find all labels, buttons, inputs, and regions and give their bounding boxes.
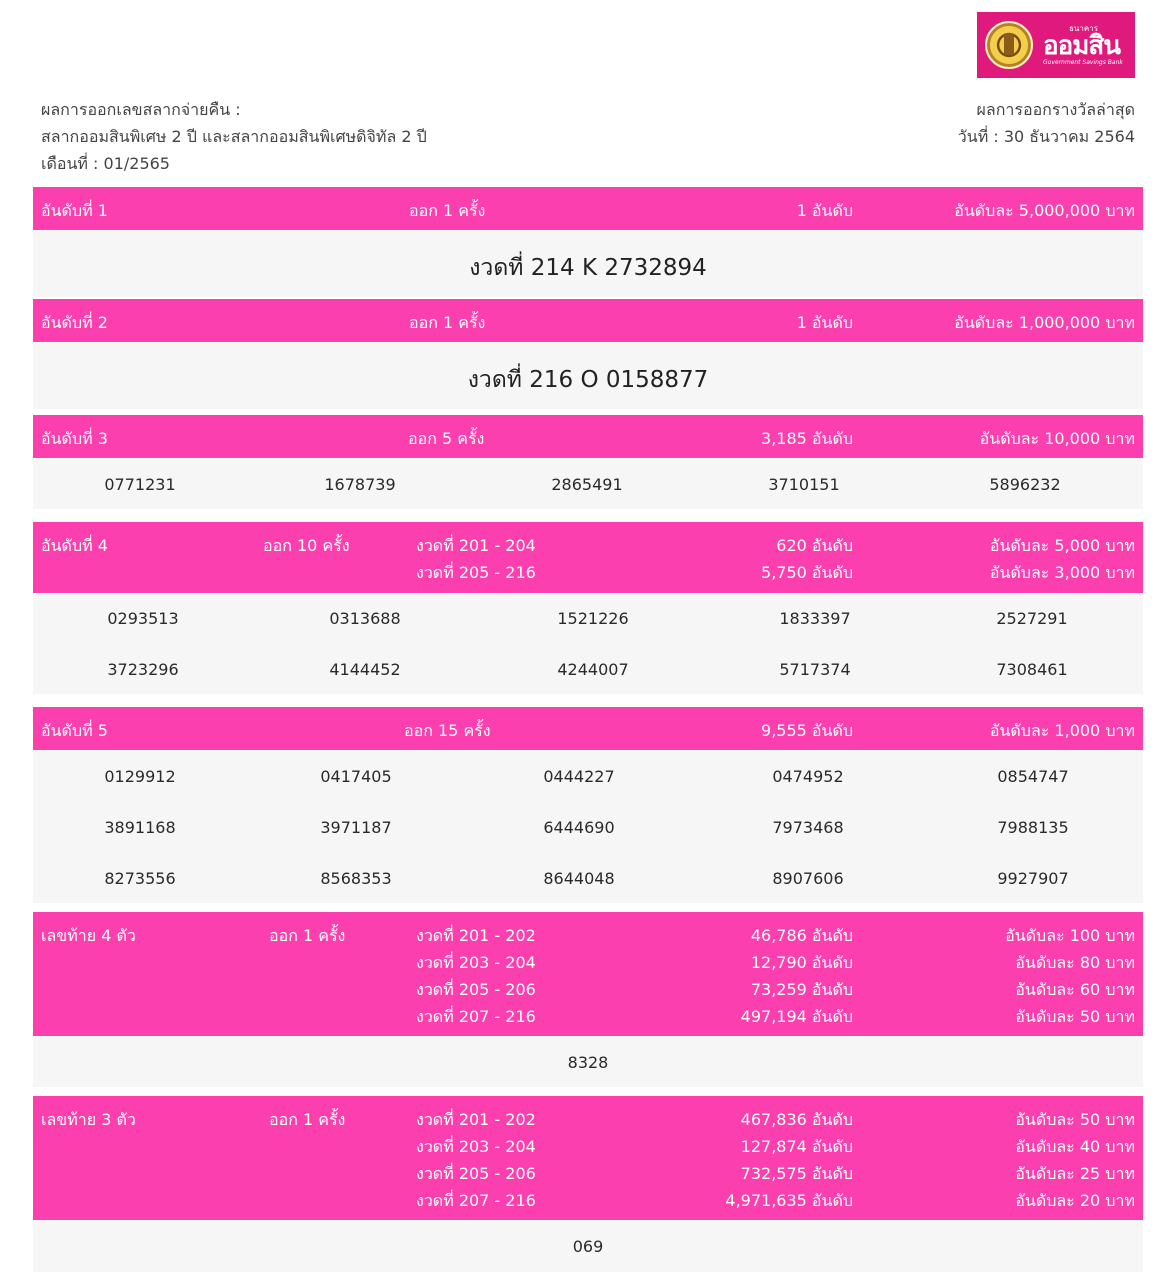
winning-number: 3723296 (107, 660, 179, 679)
winning-number: 6444690 (543, 818, 615, 837)
winning-number: 8644048 (543, 869, 615, 888)
prize-times: ออก 10 ครั้ง (263, 536, 350, 555)
prize-name: อันดับที่ 4 (41, 536, 108, 555)
prize-count: 732,575 อันดับ (740, 1164, 853, 1183)
winning-number: 1678739 (324, 475, 396, 494)
logo-text (1043, 25, 1123, 66)
prize-count: 9,555 อันดับ (761, 721, 853, 740)
prize-count: 73,259 อันดับ (750, 980, 853, 999)
prize-name: เลขท้าย 3 ตัว (41, 1110, 136, 1129)
winning-number: 0854747 (997, 767, 1069, 786)
prize-amount: อันดับละ 25 บาท (1015, 1164, 1135, 1183)
winning-number: 5717374 (779, 660, 851, 679)
prize-period: งวดที่ 205 - 206 (416, 980, 536, 999)
prize-period: งวดที่ 203 - 204 (416, 953, 536, 972)
winning-number: 0771231 (104, 475, 176, 494)
prize-amount: อันดับละ 80 บาท (1015, 953, 1135, 972)
winning-number: 7988135 (997, 818, 1069, 837)
prize5-body (33, 751, 1143, 903)
prize-count: 12,790 อันดับ (750, 953, 853, 972)
prize-amount: อันดับละ 1,000 บาท (989, 721, 1135, 740)
prize-name: อันดับที่ 3 (41, 429, 108, 448)
winning-number: 0313688 (329, 609, 401, 628)
prize-amount: อันดับละ 100 บาท (1005, 926, 1135, 945)
winning-number: 3710151 (768, 475, 840, 494)
winning-number: 8907606 (772, 869, 844, 888)
winning-number: 4144452 (329, 660, 401, 679)
prize-times: ออก 15 ครั้ง (404, 721, 491, 740)
prize-amount: อันดับละ 5,000,000 บาท (954, 201, 1135, 220)
winning-number: 8328 (567, 1053, 609, 1072)
prize-amount: อันดับละ 1,000,000 บาท (954, 313, 1135, 332)
prize-period: งวดที่ 201 - 204 (416, 536, 536, 555)
winning-number: 1521226 (557, 609, 629, 628)
prize-count: 5,750 อันดับ (761, 563, 853, 582)
prize-count: 127,874 อันดับ (740, 1137, 853, 1156)
draw-info-month: เดือนที่ : 01/2565 (41, 154, 170, 173)
prize-period: งวดที่ 205 - 206 (416, 1164, 536, 1183)
prize-name: อันดับที่ 5 (41, 721, 108, 740)
prize4-body (33, 594, 1143, 694)
winning-number: 1833397 (779, 609, 851, 628)
prize1-result: งวดที่ 214 K 2732894 (469, 255, 707, 281)
prize-period: งวดที่ 207 - 216 (416, 1191, 536, 1210)
winning-number: 0417405 (320, 767, 392, 786)
winning-number: 069 (572, 1237, 604, 1256)
prize5-header (33, 707, 1143, 750)
prize-times: ออก 1 ครั้ง (269, 926, 346, 945)
winning-number: 0293513 (107, 609, 179, 628)
prize-times: ออก 1 ครั้ง (269, 1110, 346, 1129)
prize-amount: อันดับละ 20 บาท (1015, 1191, 1135, 1210)
winning-number: 8273556 (104, 869, 176, 888)
prize-amount: อันดับละ 3,000 บาท (989, 563, 1135, 582)
prize-amount: อันดับละ 5,000 บาท (989, 536, 1135, 555)
winning-number: 0444227 (543, 767, 615, 786)
winning-number: 3891168 (104, 818, 176, 837)
prize3-header (33, 415, 1143, 458)
last3-header (33, 1096, 1143, 1220)
draw-info-title: ผลการออกเลขสลากจ่ายคืน : (41, 100, 241, 119)
prize-count: 1 อันดับ (796, 313, 853, 332)
prize-name: อันดับที่ 2 (41, 313, 108, 332)
draw-info (41, 96, 427, 177)
logo-english-text: Government Savings Bank (1043, 58, 1123, 66)
prize-amount: อันดับละ 50 บาท (1015, 1110, 1135, 1129)
winning-number: 3971187 (320, 818, 392, 837)
prize-count: 3,185 อันดับ (761, 429, 853, 448)
gsb-logo[interactable] (977, 12, 1135, 78)
prize-count: 1 อันดับ (796, 201, 853, 220)
prize-name: เลขท้าย 4 ตัว (41, 926, 136, 945)
logo-small-text: ธนาคาร (1069, 23, 1098, 33)
prize2-result: งวดที่ 216 O 0158877 (467, 367, 709, 393)
prize2-header (33, 299, 1143, 342)
winning-number: 7308461 (996, 660, 1068, 679)
latest-result-date: วันที่ : 30 ธันวาคม 2564 (957, 127, 1135, 146)
logo-main-text: ออมสิน (1043, 30, 1121, 61)
prize-name: อันดับที่ 1 (41, 201, 108, 220)
prize-period: งวดที่ 205 - 216 (416, 563, 536, 582)
prize1-header (33, 187, 1143, 230)
winning-number: 2865491 (551, 475, 623, 494)
prize-period: งวดที่ 201 - 202 (416, 1110, 536, 1129)
winning-number: 9927907 (997, 869, 1069, 888)
latest-result-title: ผลการออกรางวัลล่าสุด (976, 100, 1135, 119)
last3-body (33, 1221, 1143, 1272)
prize4-header (33, 522, 1143, 593)
prize-amount: อันดับละ 10,000 บาท (979, 429, 1135, 448)
prize-count: 4,971,635 อันดับ (725, 1191, 853, 1210)
prize-times: ออก 1 ครั้ง (409, 201, 486, 220)
prize3-body (33, 459, 1143, 509)
prize-count: 620 อันดับ (776, 536, 853, 555)
prize-period: งวดที่ 203 - 204 (416, 1137, 536, 1156)
prize1-body (33, 231, 1143, 297)
winning-number: 2527291 (996, 609, 1068, 628)
bank-seal-icon (985, 21, 1033, 69)
winning-number: 0474952 (772, 767, 844, 786)
winning-number: 8568353 (320, 869, 392, 888)
prize-period: งวดที่ 201 - 202 (416, 926, 536, 945)
prize-count: 46,786 อันดับ (750, 926, 853, 945)
latest-result-info (958, 96, 1135, 150)
prize-count: 497,194 อันดับ (740, 1007, 853, 1026)
prize-times: ออก 5 ครั้ง (408, 429, 485, 448)
prize-amount: อันดับละ 60 บาท (1015, 980, 1135, 999)
winning-number: 4244007 (557, 660, 629, 679)
winning-number: 7973468 (772, 818, 844, 837)
prize-amount: อันดับละ 40 บาท (1015, 1137, 1135, 1156)
last4-body (33, 1037, 1143, 1087)
prize-amount: อันดับละ 50 บาท (1015, 1007, 1135, 1026)
prize-times: ออก 1 ครั้ง (409, 313, 486, 332)
winning-number: 0129912 (104, 767, 176, 786)
last4-header (33, 912, 1143, 1036)
prize-period: งวดที่ 207 - 216 (416, 1007, 536, 1026)
winning-number: 5896232 (989, 475, 1061, 494)
prize2-body (33, 343, 1143, 409)
draw-info-product: สลากออมสินพิเศษ 2 ปี และสลากออมสินพิเศษดิจิทัล 2 ปี (41, 127, 427, 146)
prize-count: 467,836 อันดับ (740, 1110, 853, 1129)
